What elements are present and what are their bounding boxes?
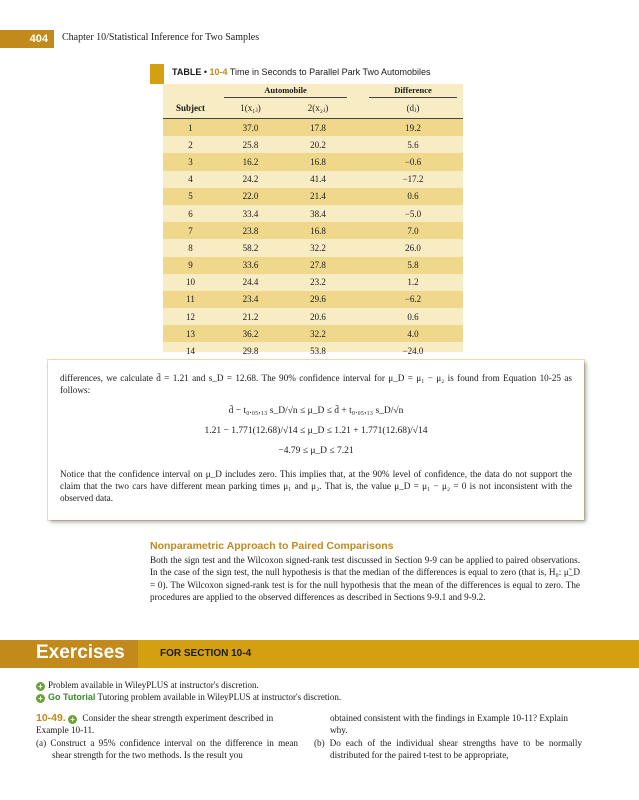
caption-text <box>172 67 431 77</box>
table-row <box>163 205 463 222</box>
cell-difference: −0.6 <box>363 153 463 170</box>
group-header-difference: Difference <box>369 85 457 98</box>
cell-auto1: 37.0 <box>218 119 283 137</box>
col-header-auto1: 1(x₁ⱼ) <box>218 98 283 119</box>
cell-gap <box>353 239 363 256</box>
cell-auto2: 38.4 <box>310 208 326 219</box>
cell-auto2: 20.6 <box>310 311 326 322</box>
cell-gap <box>353 222 363 239</box>
exercises-section-label: FOR SECTION 10-4 <box>160 648 252 659</box>
plus-icon: + <box>36 682 45 691</box>
cell-auto1: 33.4 <box>242 208 259 219</box>
cell-auto2: 23.2 <box>310 277 326 288</box>
cell-gap <box>353 308 363 325</box>
cell-auto2: 21.4 <box>283 188 353 205</box>
cell-auto2: 41.4 <box>310 174 326 185</box>
cell-subject: 3 <box>163 153 218 170</box>
exercise-part-b: (b) Do each of the individual shear strengths have to be normally distributed for the paired t-test to be appropriate, <box>314 737 582 760</box>
cell-auto1: 24.4 <box>242 277 259 288</box>
caption-bullet: • <box>203 67 208 77</box>
table-row <box>163 171 463 188</box>
cell-auto1: 21.2 <box>242 311 259 322</box>
cell-auto1: 25.8 <box>242 139 259 150</box>
table-row <box>163 136 463 153</box>
cell-gap <box>353 171 363 188</box>
plus-icon: + <box>68 715 77 724</box>
cell-subject: 10 <box>186 277 195 288</box>
table-number: 10-4 <box>209 67 228 77</box>
table-body <box>163 119 463 360</box>
go-tutorial-tag: Go Tutorial <box>48 692 96 702</box>
cell-difference: 26.0 <box>405 242 421 253</box>
cell-difference: −24.0 <box>402 346 424 357</box>
exercise-number: 10-49. <box>36 712 66 724</box>
cell-difference: −6.2 <box>363 291 463 308</box>
plus-icon: + <box>36 694 45 703</box>
cell-difference: 0.6 <box>407 311 419 322</box>
table-row <box>163 291 463 308</box>
exercise-part-a-continued: obtained consistent with the findings in Example 10-11? Explain why. <box>330 713 568 736</box>
cell-difference: 7.0 <box>363 222 463 239</box>
cell-gap <box>353 188 363 205</box>
cell-auto1: 22.0 <box>218 188 283 205</box>
table-row <box>163 153 463 170</box>
caption-marker <box>150 64 164 84</box>
cell-auto2: 32.2 <box>310 242 326 253</box>
cell-auto1: 23.4 <box>218 291 283 308</box>
cell-auto1: 23.8 <box>218 222 283 239</box>
cell-gap <box>353 136 363 153</box>
exercise-intro <box>36 712 298 737</box>
table-row <box>163 308 463 325</box>
example-paragraph-1: differences, we calculate d̄ = 1.21 and s_D = 12.68. The 90% confidence interval for μ_D = μ₁ − μ₂ is found from Equation 10-25 as follows: <box>60 373 572 395</box>
exercises-banner <box>0 640 639 668</box>
cell-subject: 12 <box>186 311 195 322</box>
cell-difference: −5.0 <box>404 208 422 219</box>
cell-auto1: 29.8 <box>242 346 259 357</box>
exercise-left-column <box>36 712 298 761</box>
cell-auto2: 27.8 <box>283 257 353 274</box>
exercises-title: Exercises <box>36 642 125 663</box>
cell-difference: 0.6 <box>363 188 463 205</box>
cell-auto2: 29.6 <box>283 291 353 308</box>
cell-auto2: 16.8 <box>283 222 353 239</box>
table-row <box>163 188 463 205</box>
table-row <box>163 325 463 342</box>
cell-subject: 8 <box>188 242 193 253</box>
cell-gap <box>353 342 363 359</box>
chapter-title: Chapter 10/Statistical Inference for Two Samples <box>62 32 260 43</box>
cell-difference: 5.6 <box>407 139 419 150</box>
cell-subject: 6 <box>188 208 193 219</box>
cell-auto2: 53.8 <box>310 346 326 357</box>
section-body-nonparametric: Both the sign test and the Wilcoxon signed-rank test discussed in Section 9-9 can be applied to paired observations. In the case of the sign test, the null hypothesis is that the median of the differences is equal to zero (that is, H₀: μ̃_D = 0). The Wilcoxon signed-rank test is for the null hypothesis that the mean of the differences is equal to zero. The procedures are applied to the observed differences as described in Sections 9-9.1 and 9-9.2. <box>150 555 580 602</box>
cell-gap <box>353 205 363 222</box>
exercise-intro-text: Consider the shear strength experiment described in Example 10-11. <box>36 713 274 736</box>
group-header-automobile: Automobile <box>224 85 347 98</box>
table-caption <box>150 64 480 80</box>
page-number: 404 <box>0 30 54 48</box>
note-tutorial-text: Tutoring problem available in WileyPLUS at instructor's discretion. <box>97 692 342 702</box>
cell-subject: 2 <box>188 139 193 150</box>
exercise-part-a: (a) Construct a 95% confidence interval on the difference in mean shear strength for the two methods. Is the result you <box>36 737 298 760</box>
cell-auto2: 20.2 <box>310 139 326 150</box>
data-table-container <box>163 84 463 357</box>
cell-gap <box>353 153 363 170</box>
cell-auto1: 58.2 <box>242 242 259 253</box>
table-row <box>163 257 463 274</box>
cell-auto2: 32.2 <box>283 325 353 342</box>
note-problem-text: Problem available in WileyPLUS at instructor's discretion. <box>48 680 259 690</box>
cell-subject: 7 <box>163 222 218 239</box>
example-paragraph-2: Notice that the confidence interval on μ_D includes zero. This implies that, at the 90% level of confidence, the data do not support the claim that the two cars have different mean parking times μ₁ and μ₂. That is, the value μ_D = μ₁ − μ₂ = 0 is not inconsistent with the observed data. <box>60 469 572 503</box>
cell-gap <box>353 325 363 342</box>
cell-difference: 19.2 <box>363 119 463 137</box>
cell-auto2: 16.8 <box>283 153 353 170</box>
cell-subject: 5 <box>163 188 218 205</box>
note-go-tutorial <box>36 692 341 703</box>
cell-gap <box>353 291 363 308</box>
cell-auto1: 36.2 <box>218 325 283 342</box>
cell-gap <box>353 274 363 291</box>
cell-subject: 13 <box>163 325 218 342</box>
equation-interval-formula: d̄ − t₀.₀₅,₁₃ s_D/√n ≤ μ_D ≤ d̄ + t₀.₀₅,₁₃ s_D/√n <box>228 406 404 416</box>
table-title: Time in Seconds to Parallel Park Two Automobiles <box>229 67 431 77</box>
note-problem-available <box>36 680 259 691</box>
cell-auto1: 33.6 <box>218 257 283 274</box>
table-row <box>163 119 463 137</box>
cell-auto1: 24.2 <box>242 174 259 185</box>
table-row <box>163 342 463 359</box>
cell-difference: 5.8 <box>363 257 463 274</box>
col-header-subject: Subject <box>163 98 218 119</box>
table-row <box>163 274 463 291</box>
cell-difference: −17.2 <box>402 174 424 185</box>
cell-difference: 1.2 <box>407 277 419 288</box>
cell-subject: 11 <box>163 291 218 308</box>
cell-subject: 1 <box>163 119 218 137</box>
exercise-right-column <box>314 712 582 761</box>
cell-auto2: 17.8 <box>283 119 353 137</box>
section-heading-nonparametric: Nonparametric Approach to Paired Comparisons <box>150 540 394 552</box>
example-box <box>48 360 584 520</box>
col-header-difference: (dⱼ) <box>363 98 463 119</box>
cell-gap <box>353 257 363 274</box>
table-row <box>163 239 463 256</box>
table-row <box>163 222 463 239</box>
cell-subject: 14 <box>186 346 195 357</box>
cell-gap <box>353 119 363 137</box>
cell-subject: 4 <box>188 174 193 185</box>
table-label: TABLE <box>172 67 202 77</box>
cell-difference: 4.0 <box>363 325 463 342</box>
equation-interval-substituted: 1.21 − 1.771(12.68)/√14 ≤ μ_D ≤ 1.21 + 1.771(12.68)/√14 <box>204 426 428 436</box>
cell-auto1: 16.2 <box>218 153 283 170</box>
cell-subject: 9 <box>163 257 218 274</box>
parking-time-table <box>163 84 463 360</box>
equation-interval-result: −4.79 ≤ μ_D ≤ 7.21 <box>278 446 354 456</box>
col-header-auto2: 2(x₂ⱼ) <box>283 98 353 119</box>
